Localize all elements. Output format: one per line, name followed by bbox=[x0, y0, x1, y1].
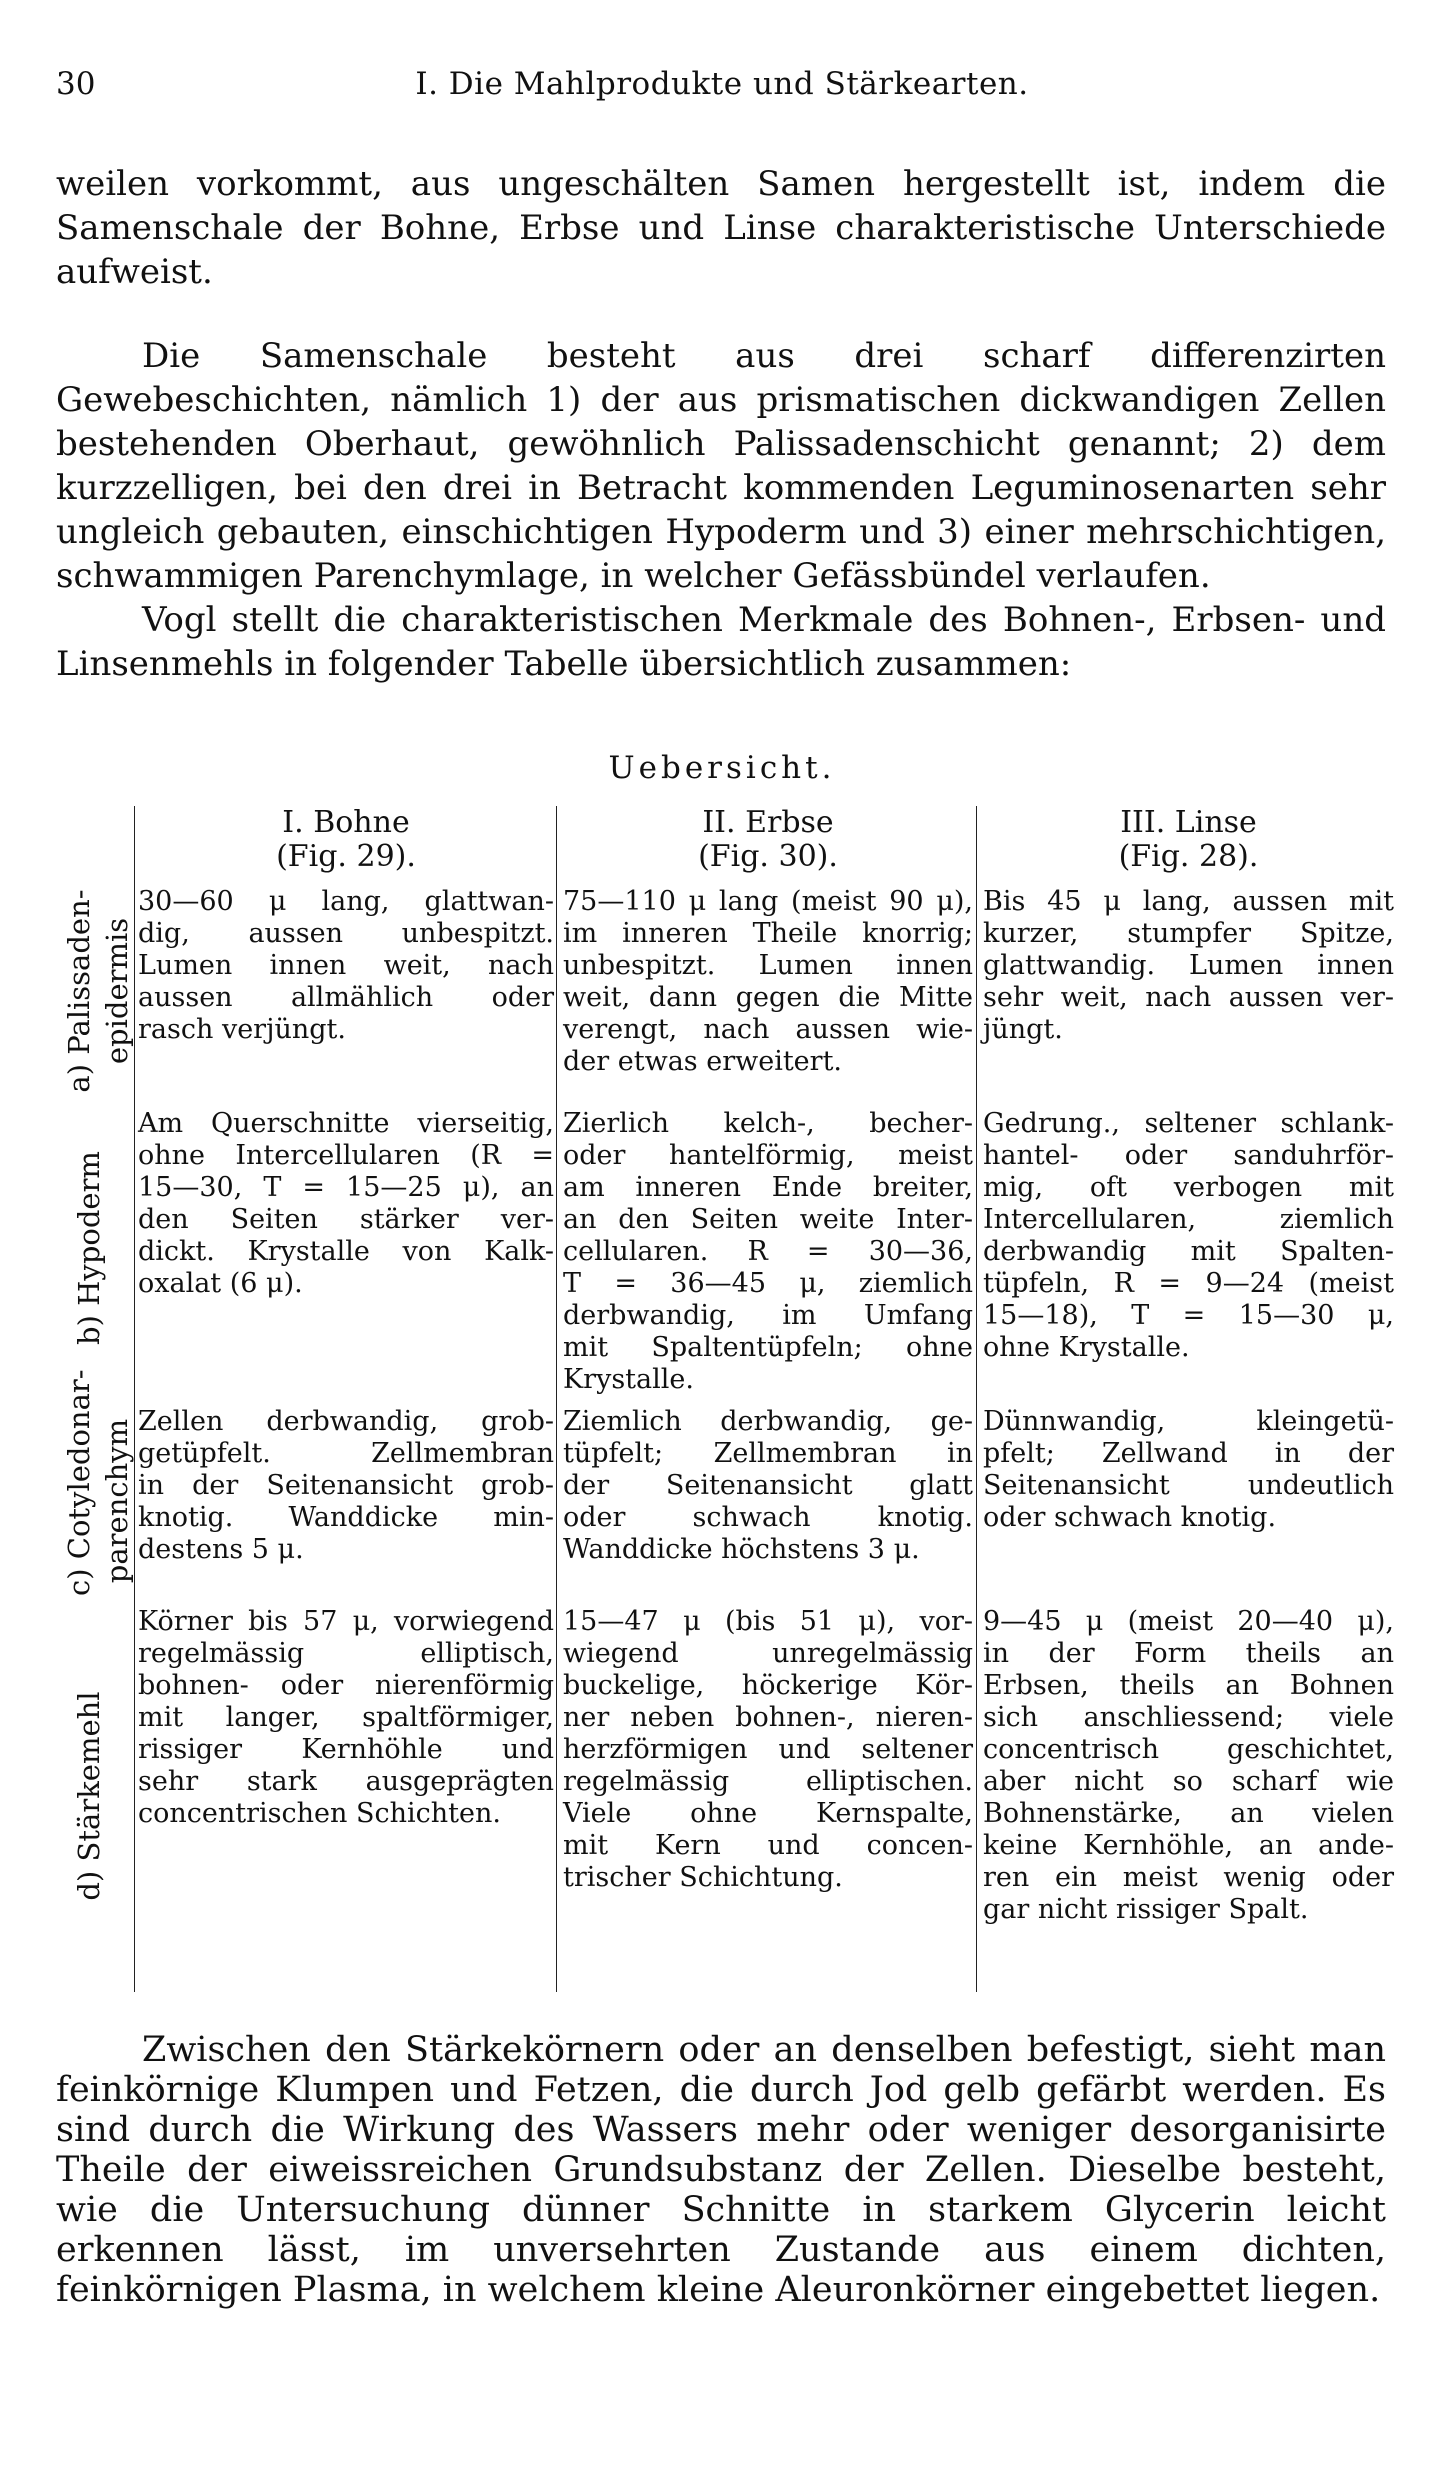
table-cell-line: der etwas erweitert. bbox=[563, 1046, 843, 1077]
table-cell-line: mit langer, spaltförmiger, bbox=[138, 1702, 554, 1733]
table-cell-line: ohne Intercellularen (R = bbox=[138, 1140, 554, 1171]
table-cell-line: dickt. Krystalle von Kalk- bbox=[138, 1236, 554, 1267]
table-cell bbox=[983, 1406, 1394, 1534]
row-label-line: parenchym bbox=[100, 1418, 134, 1584]
table-cell-line: buckelige, höckerige Kör- bbox=[563, 1670, 973, 1701]
table-cell-line: Wanddicke höchstens 3 μ. bbox=[563, 1534, 920, 1565]
table-cell-line: unbespitzt. Lumen innen bbox=[563, 950, 973, 981]
table-cell-line: sehr weit, nach aussen ver- bbox=[983, 982, 1394, 1013]
table-cell-line: jüngt. bbox=[983, 1014, 1063, 1045]
table-cell-line: Lumen innen weit, nach bbox=[138, 950, 554, 981]
table-cell bbox=[563, 1606, 973, 1894]
table-cell-line: getüpfelt. Zellmembran bbox=[138, 1438, 554, 1469]
table-cell-line: in der Seitenansicht grob- bbox=[138, 1470, 554, 1501]
table-cell-line: der Seitenansicht glatt bbox=[563, 1470, 973, 1501]
table-cell-line: Erbsen, theils an Bohnen bbox=[983, 1670, 1394, 1701]
table-cell bbox=[983, 1108, 1394, 1364]
table-cell-line: Viele ohne Kernspalte, bbox=[563, 1798, 973, 1829]
table-cell-line: dig, aussen unbespitzt. bbox=[138, 918, 554, 949]
table-cell-line: mit Kern und concen- bbox=[563, 1830, 973, 1861]
table-cell-line: Gedrung., seltener schlank- bbox=[983, 1108, 1394, 1139]
table-cell-line: 15—30, T = 15—25 μ), an bbox=[138, 1172, 554, 1203]
table-cell-line: cellularen. R = 30—36, bbox=[563, 1236, 973, 1267]
row-label-line: c) Cotyledonar- bbox=[62, 1369, 96, 1596]
table-cell-line: concentrischen Schichten. bbox=[138, 1798, 501, 1829]
table-cell-line: oder schwach knotig. bbox=[563, 1502, 973, 1533]
table-cell-line: T = 36—45 μ, ziemlich bbox=[563, 1268, 973, 1299]
table-cell-line: wiegend unregelmässig bbox=[563, 1638, 973, 1669]
table-cell-line: 9—45 μ (meist 20—40 μ), bbox=[983, 1606, 1394, 1637]
table-cell-line: aber nicht so scharf wie bbox=[983, 1766, 1394, 1797]
table-column-rule bbox=[976, 806, 977, 1992]
table-cell bbox=[983, 886, 1394, 1046]
table-column-header bbox=[561, 806, 975, 874]
table-cell-line: pfelt; Zellwand in der bbox=[983, 1438, 1394, 1469]
column-name: I. Bohne bbox=[282, 805, 410, 840]
table-cell-line: rissiger Kernhöhle und bbox=[138, 1734, 554, 1765]
table-cell-line: 15—18), T = 15—30 μ, bbox=[983, 1300, 1394, 1331]
table-cell-line: gar nicht rissiger Spalt. bbox=[983, 1894, 1309, 1925]
table-cell-line: Körner bis 57 μ, vorwiegend bbox=[138, 1606, 554, 1637]
column-figure-ref: (Fig. 29). bbox=[276, 839, 416, 874]
table-cell-line: mit Spaltentüpfeln; ohne bbox=[563, 1332, 973, 1363]
table-cell-line: im inneren Theile knorrig; bbox=[563, 918, 973, 949]
table-cell-line: tüpfeln, R = 9—24 (meist bbox=[983, 1268, 1394, 1299]
table-cell-line: Zellen derbwandig, grob- bbox=[138, 1406, 554, 1437]
table-column-header bbox=[136, 806, 556, 874]
table-cell-line: glattwandig. Lumen innen bbox=[983, 950, 1394, 981]
table-cell-line: weit, dann gegen die Mitte bbox=[563, 982, 973, 1013]
table-cell bbox=[563, 1406, 973, 1566]
table-cell-line: regelmässig elliptischen. bbox=[563, 1766, 973, 1797]
table-cell-line: regelmässig elliptisch, bbox=[138, 1638, 554, 1669]
table-cell bbox=[563, 886, 973, 1078]
table-cell-line: Krystalle. bbox=[563, 1364, 694, 1395]
table-cell-line: Intercellularen, ziemlich bbox=[983, 1204, 1394, 1235]
table-cell-line: Dünnwandig, kleingetü- bbox=[983, 1406, 1394, 1437]
table-cell-line: Bohnenstärke, an vielen bbox=[983, 1798, 1394, 1829]
paragraph-continuation: weilen vorkommt, aus ungeschälten Samen hergestellt ist, indem die Samenschale der Bohne, Erbse und Linse charakteristische Unterschiede aufweist. bbox=[56, 164, 1386, 292]
table-cell-line: Seitenansicht undeutlich bbox=[983, 1470, 1394, 1501]
table-cell-line: oder hantelförmig, meist bbox=[563, 1140, 973, 1171]
table-cell-line: Am Querschnitte vierseitig, bbox=[138, 1108, 554, 1139]
table-cell bbox=[138, 1406, 554, 1566]
table-cell-line: knotig. Wanddicke min- bbox=[138, 1502, 554, 1533]
table-column-header bbox=[981, 806, 1396, 874]
table-cell-line: den Seiten stärker ver- bbox=[138, 1204, 554, 1235]
row-label-line: b) Hypoderm bbox=[72, 1151, 106, 1345]
paragraph-vogl: Vogl stellt die charakteristischen Merkmale des Bohnen-, Erbsen- und Linsenmehls in folgender Tabelle übersichtlich zusammen: bbox=[56, 600, 1386, 684]
table-cell-line: hantel- oder sanduhrför- bbox=[983, 1140, 1394, 1171]
table-cell-line: sich anschliessend; viele bbox=[983, 1702, 1394, 1733]
table-cell-line: trischer Schichtung. bbox=[563, 1862, 843, 1893]
table-cell-line: oxalat (6 μ). bbox=[138, 1268, 303, 1299]
table-cell-line: derbwandig, im Umfang bbox=[563, 1300, 973, 1331]
paragraph-samenschale: Die Samenschale besteht aus drei scharf differenzirten Gewebeschichten, nämlich 1) der aus prismatischen dickwandigen Zellen bestehenden Oberhaut, gewöhnlich Palissadenschicht genannt; 2) dem kurzzelligen, bei den drei in Betracht kommenden Leguminosenarten sehr ungleich gebauten, einschichtigen Hypoderm und 3) einer mehrschichtigen, schwammigen Parenchymlage, in welcher Gefässbündel verlaufen. bbox=[56, 336, 1386, 596]
column-figure-ref: (Fig. 30). bbox=[698, 839, 838, 874]
table-cell-line: oder schwach knotig. bbox=[983, 1502, 1277, 1533]
row-label-line: epidermis bbox=[100, 917, 134, 1065]
table-cell bbox=[138, 1606, 554, 1830]
running-title: I. Die Mahlprodukte und Stärkearten. bbox=[415, 66, 1029, 102]
page-header bbox=[56, 66, 1388, 110]
table-column-rule bbox=[556, 806, 557, 1992]
table-cell-line: tüpfelt; Zellmembran in bbox=[563, 1438, 973, 1469]
table-cell bbox=[563, 1108, 973, 1396]
table-cell-line: sehr stark ausgeprägten bbox=[138, 1766, 554, 1797]
table-cell-line: 75—110 μ lang (meist 90 μ), bbox=[563, 886, 973, 917]
table-cell-line: aussen allmählich oder bbox=[138, 982, 554, 1013]
table-cell-line: rasch verjüngt. bbox=[138, 1014, 346, 1045]
column-figure-ref: (Fig. 28). bbox=[1118, 839, 1259, 874]
table-cell-line: concentrisch geschichtet, bbox=[983, 1734, 1394, 1765]
table-cell bbox=[138, 1108, 554, 1300]
table-cell-line: am inneren Ende breiter, bbox=[563, 1172, 973, 1203]
table-cell-line: ren ein meist wenig oder bbox=[983, 1862, 1394, 1893]
table-cell-line: mig, oft verbogen mit bbox=[983, 1172, 1394, 1203]
table-cell-line: destens 5 μ. bbox=[138, 1534, 304, 1565]
table-cell-line: 15—47 μ (bis 51 μ), vor- bbox=[563, 1606, 973, 1637]
table-cell-line: keine Kernhöhle, an ande- bbox=[983, 1830, 1394, 1861]
table-cell-line: ohne Krystalle. bbox=[983, 1332, 1190, 1363]
table-cell-line: Zierlich kelch-, becher- bbox=[563, 1108, 973, 1139]
paragraph-starch-granules: Zwischen den Stärkekörnern oder an denselben befestigt, sieht man feinkörnige Klumpen und Fetzen, die durch Jod gelb gefärbt werden. Es sind durch die Wirkung des Wassers mehr oder weniger desorganisirte Theile der eiweissreichen Grundsubstanz der Zellen. Dieselbe besteht, wie die Untersuchung dünner Schnitte in starkem Glycerin leicht erkennen lässt, im unversehrten Zustande aus einem dichten, feinkörnigen Plasma, in welchem kleine Aleuronkörner eingebettet liegen. bbox=[56, 2030, 1386, 2310]
table-cell-line: verengt, nach aussen wie- bbox=[563, 1014, 973, 1045]
table-cell-line: herzförmigen und seltener bbox=[563, 1734, 973, 1765]
table-cell-line: ner neben bohnen-, nieren- bbox=[563, 1702, 973, 1733]
table-cell-line: an den Seiten weite Inter- bbox=[563, 1204, 973, 1235]
table-cell-line: kurzer, stumpfer Spitze, bbox=[983, 918, 1394, 949]
table-cell bbox=[983, 1606, 1394, 1926]
row-label-line: a) Palissaden- bbox=[62, 889, 96, 1093]
table-cell-line: Ziemlich derbwandig, ge- bbox=[563, 1406, 973, 1437]
row-label-line: d) Stärkemehl bbox=[72, 1691, 106, 1901]
table-cell-line: derbwandig mit Spalten- bbox=[983, 1236, 1394, 1267]
table-cell bbox=[138, 886, 554, 1046]
table-cell-line: bohnen- oder nierenförmig bbox=[138, 1670, 554, 1701]
table-title: Uebersicht. bbox=[608, 750, 836, 786]
table-cell-line: in der Form theils an bbox=[983, 1638, 1394, 1669]
comparison-table bbox=[56, 806, 1396, 1992]
table-cell-line: 30—60 μ lang, glattwan- bbox=[138, 886, 554, 917]
table-cell-line: Bis 45 μ lang, aussen mit bbox=[983, 886, 1394, 917]
column-name: II. Erbse bbox=[702, 805, 834, 840]
page-number: 30 bbox=[56, 66, 96, 102]
column-name: III. Linse bbox=[1120, 805, 1257, 840]
